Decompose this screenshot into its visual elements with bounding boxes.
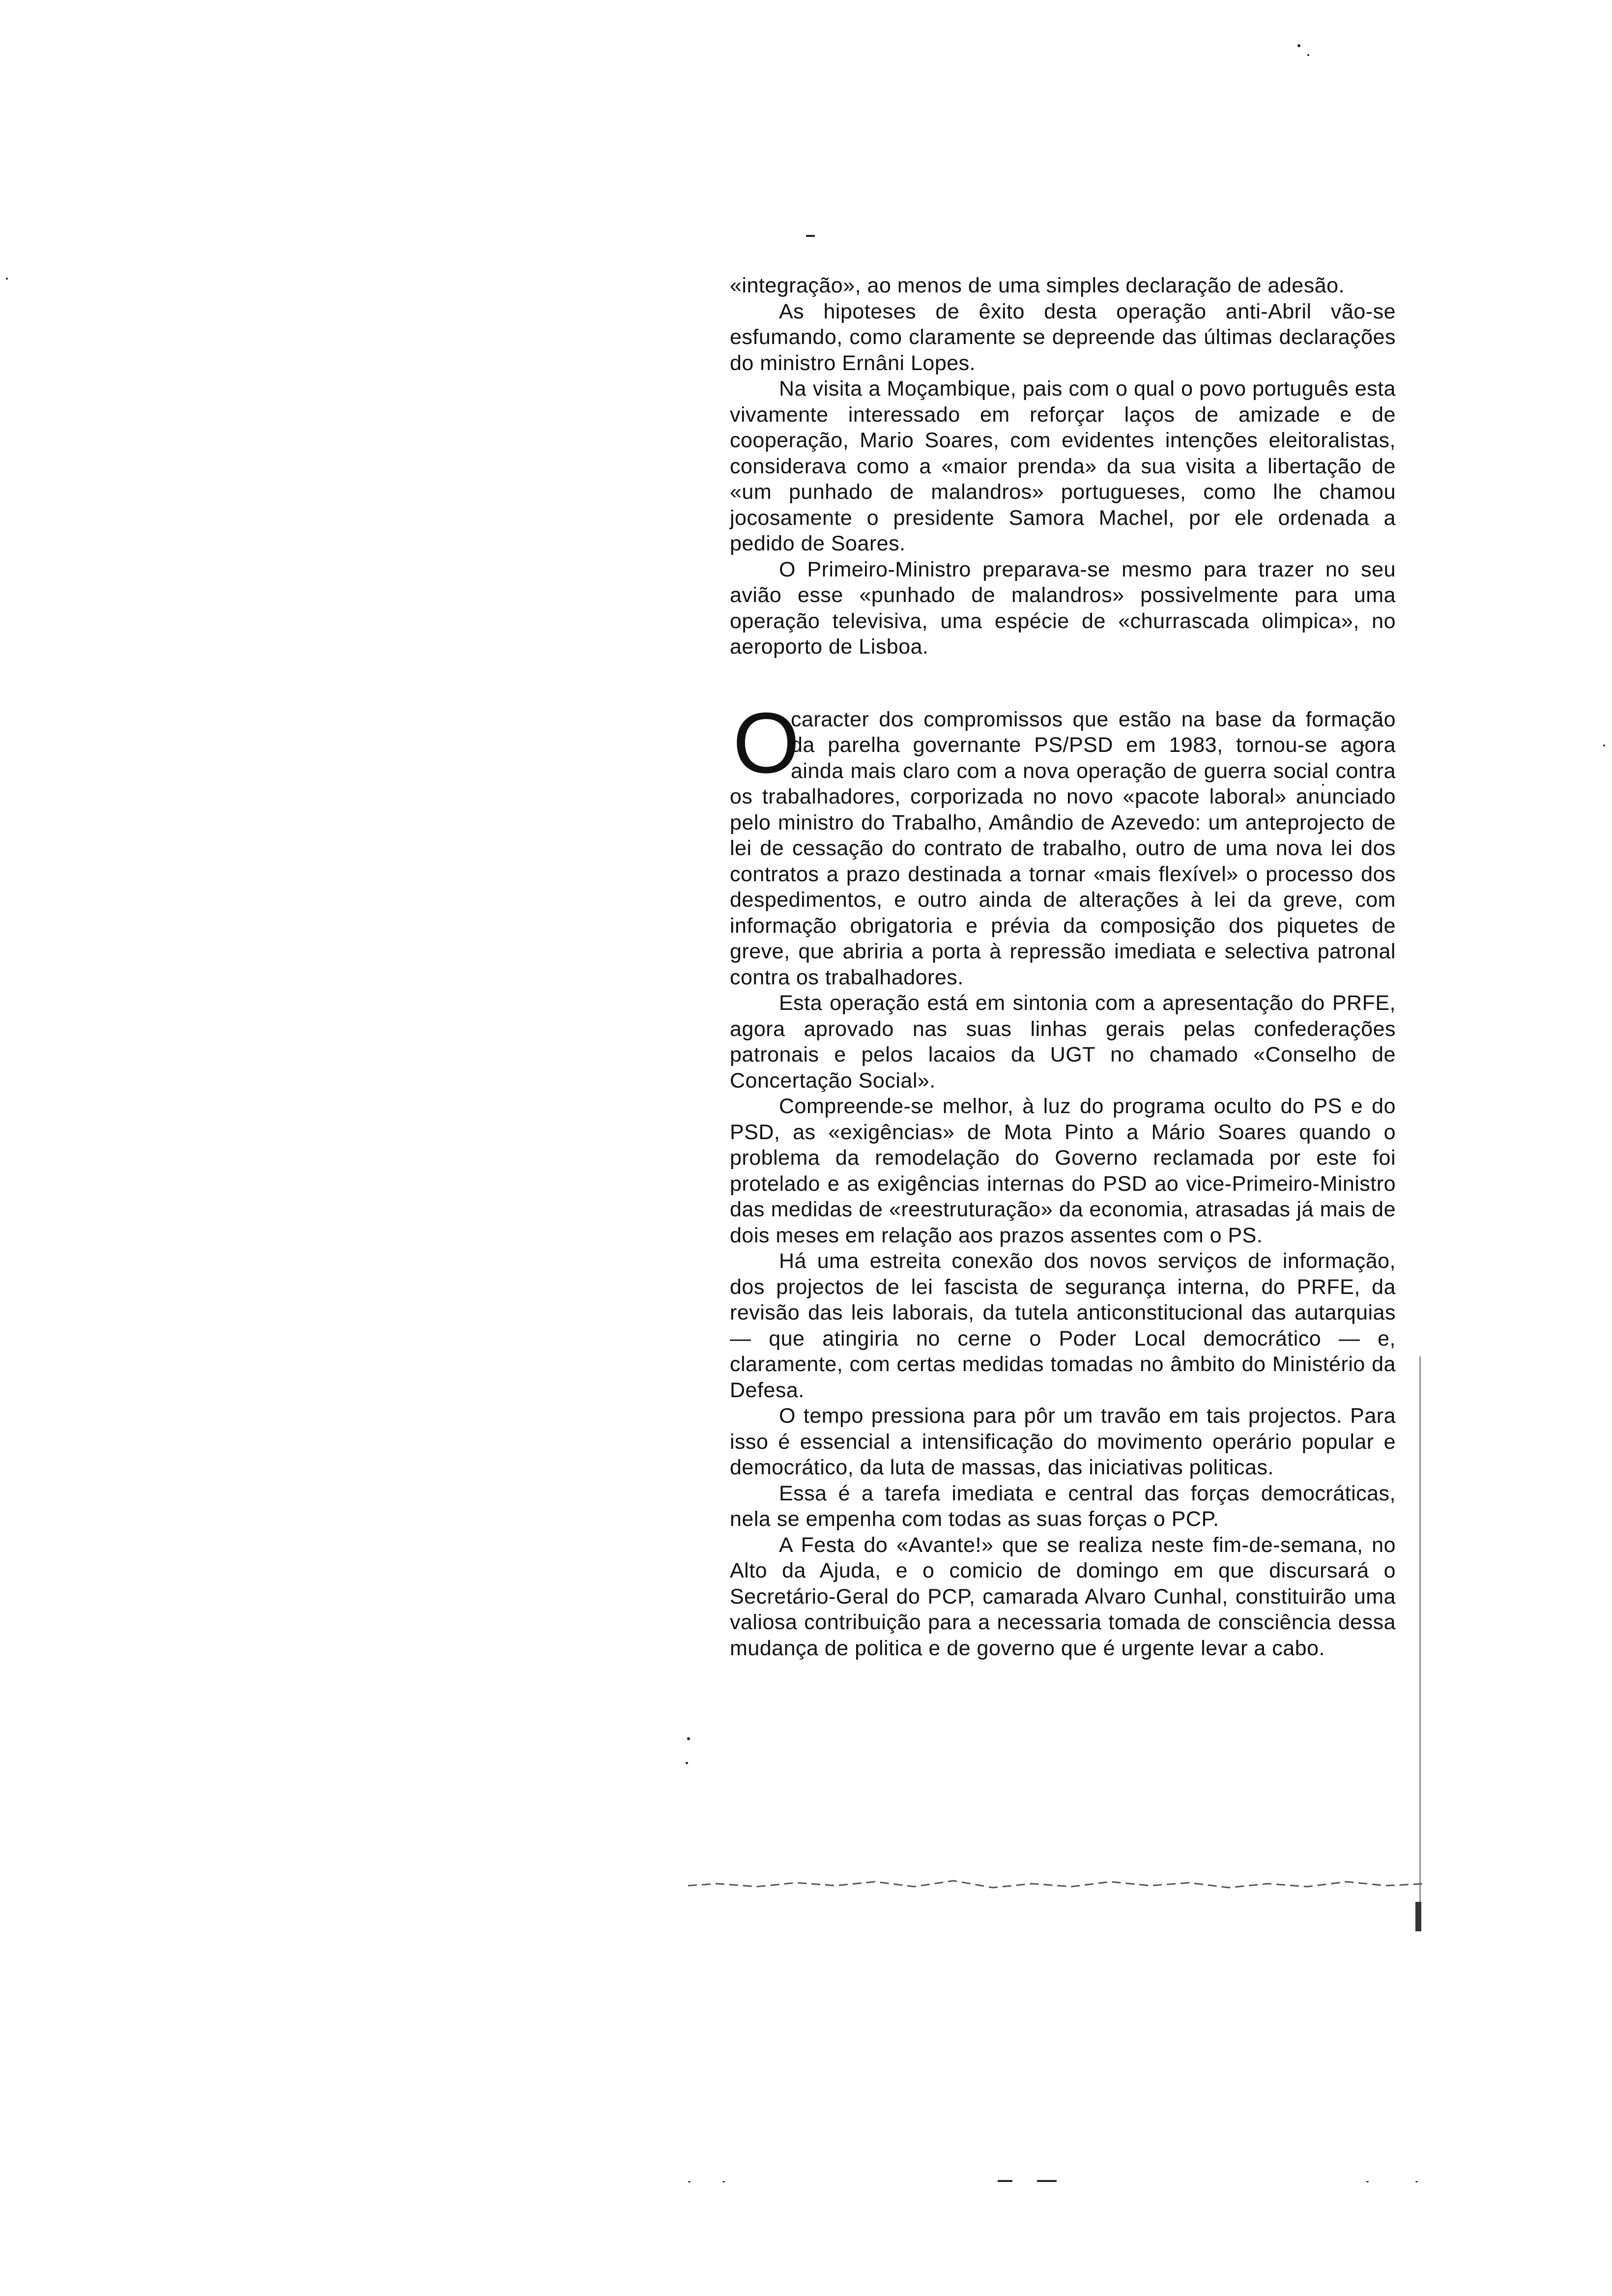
paragraph: Na visita a Moçambique, pais com o qual o povo português esta vivamente interessado em reforçar laços de amizade e de cooperação, Mario Soares, com evidentes intenções eleitoralistas, considerava como a «maior prenda» da sua visita a libertação de «um punhado de malandros» portugueses, como lhe chamou jocosamente o presidente Samora Machel, por ele ordenada a pedido de Soares. bbox=[730, 377, 1396, 555]
paragraph: Esta operação está em sintonia com a apresentação do PRFE, agora aprovado nas suas linhas gerais pelas confederações patronais e pelos lacaios da UGT no chamado «Conselho de Concertação Social». bbox=[730, 991, 1396, 1092]
scan-speck bbox=[1297, 44, 1300, 47]
scan-speck bbox=[1307, 54, 1309, 56]
paragraph: Essa é a tarefa imediata e central das forças democráticas, nela se empenha com todas as suas forças o PCP. bbox=[730, 1481, 1396, 1531]
paragraph: O Primeiro-Ministro preparava-se mesmo para trazer no seu avião esse «punhado de malandros» possivelmente para uma operação televisiva, uma espécie de «churrascada olimpica», no aeroporto de Lisboa. bbox=[730, 557, 1396, 659]
clipping-edge-line bbox=[1419, 1356, 1421, 1931]
paragraph: Compreende-se melhor, à luz do programa oculto do PS e do PSD, as «exigências» de Mota Pinto a Mário Soares quando o problema da remodelação do Governo reclamada por este foi protelado e as exigências internas do PSD ao vice-Primeiro-Ministro das medidas de «reestruturação» da economia, atrasadas já mais de dois meses em relação aos prazos assentes com o PS. bbox=[730, 1094, 1396, 1247]
section-gap bbox=[730, 660, 1396, 707]
dropcap-paragraph bbox=[730, 695, 1396, 991]
scan-speck bbox=[687, 1737, 690, 1740]
scan-speck bbox=[1366, 2181, 1369, 2182]
scan-speck bbox=[1603, 745, 1605, 746]
scan-speck bbox=[1415, 2181, 1418, 2182]
article-column bbox=[730, 273, 1396, 1661]
scan-speck bbox=[1037, 2180, 1057, 2182]
scan-speck bbox=[998, 2180, 1012, 2182]
dropcap-letter: O bbox=[733, 695, 800, 791]
scan-speck bbox=[722, 2181, 725, 2182]
dropcap-paragraph-text: caracter dos compromissos que estão na base da formação da parelha governante PS/PSD em 1983, tornou-se agora ainda mais claro com a nova operação de guerra social contra os trabalhadores, corporizada no novo «pacote laboral» anunciado pelo ministro do Trabalho, Amândio de Azevedo: um anteprojecto de lei de cessação do contrato de trabalho, outro de uma nova lei dos contratos a prazo destinada a tornar «mais flexível» o processo dos despedimentos, e outro ainda de alterações à lei da greve, com informação obrigatoria e prévia da composição dos piquetes de greve, que abriria a porta à repressão imediata e selectiva patronal contra os trabalhadores. bbox=[730, 707, 1396, 989]
scan-speck bbox=[806, 235, 815, 237]
scan-speck bbox=[6, 278, 8, 280]
paragraph-continuation: «integração», ao menos de uma simples declaração de adesão. bbox=[730, 274, 1345, 297]
paragraph: A Festa do «Avante!» que se realiza neste fim-de-semana, no Alto da Ajuda, e o comicio de domingo em que discursará o Secretário-Geral do PCP, camarada Alvaro Cunhal, constituirão uma valiosa contribuição para a necessaria tomada de consciência dessa mudança de politica e de governo que é urgente levar a cabo. bbox=[730, 1533, 1396, 1660]
paragraph: As hipoteses de êxito desta operação anti-Abril vão-se esfumando, como claramente se depreende das últimas declarações do ministro Ernâni Lopes. bbox=[730, 299, 1396, 375]
scan-speck bbox=[686, 1762, 688, 1764]
paragraph: O tempo pressiona para pôr um travão em tais projectos. Para isso é essencial a intensificação do movimento operário popular e democrático, da luta de massas, das iniciativas politicas. bbox=[730, 1404, 1396, 1479]
scan-speck bbox=[688, 2181, 691, 2182]
clipping-edge-mark bbox=[1415, 1902, 1421, 1931]
paragraph: Há uma estreita conexão dos novos serviços de informação, dos projectos de lei fascista de segurança interna, do PRFE, da revisão das leis laborais, da tutela anticonstitucional das autarquias — que atingiria no cerne o Poder Local democrático — e, claramente, com certas medidas tomadas no âmbito do Ministério da Defesa. bbox=[730, 1249, 1396, 1402]
clipping-bottom-edge bbox=[688, 1875, 1425, 1894]
